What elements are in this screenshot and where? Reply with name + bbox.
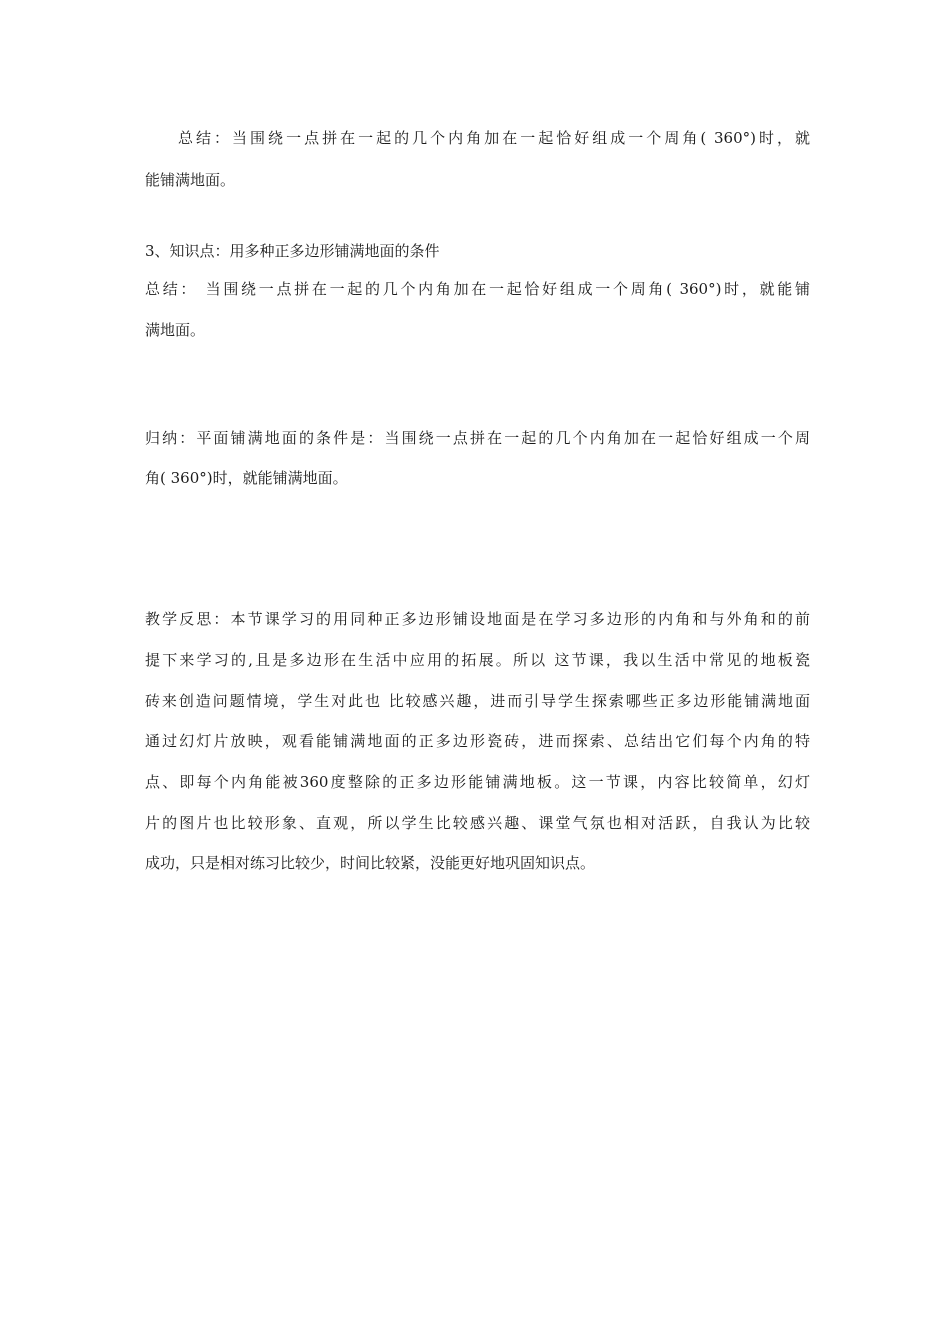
summary-1-line-1: 总结：当围绕一点拼在一起的几个内角加在一起恰好组成一个周角( 360°)时，就 [178,129,810,147]
reflection-line-3: 砖来创造问题情境，学生对此也 比较感兴趣，进而引导学生探索哪些正多边形能铺满地面 [145,692,810,710]
reflection-line-7: 成功，只是相对练习比较少，时间比较紧，没能更好地巩固知识点。 [145,854,596,872]
reflection-line-5: 点、即每个内角能被360度整除的正多边形能铺满地板。这一节课，内容比较简单，幻灯 [145,773,810,791]
summary-2-line-1: 总结： 当围绕一点拼在一起的几个内角加在一起恰好组成一个周角( 360°)时，就能铺 [145,280,810,298]
conclusion-line-2: 角( 360°)时，就能铺满地面。 [145,469,348,487]
reflection-line-6: 片的图片也比较形象、直观，所以学生比较感兴趣、课堂气氛也相对活跃，自我认为比较 [145,814,810,832]
conclusion-line-1: 归纳：平面铺满地面的条件是：当围绕一点拼在一起的几个内角加在一起恰好组成一个周 [145,429,810,447]
reflection-line-1: 教学反思：本节课学习的用同种正多边形铺设地面是在学习多边形的内角和与外角和的前 [145,610,810,628]
section-3-heading: 3、知识点：用多种正多边形铺满地面的条件 [145,242,440,260]
summary-1-line-2: 能铺满地面。 [145,171,236,189]
summary-2-line-2: 满地面。 [145,321,206,339]
reflection-line-4: 通过幻灯片放映，观看能铺满地面的正多边形瓷砖，进而探索、总结出它们每个内角的特 [145,732,810,750]
reflection-line-2: 提下来学习的,且是多边形在生活中应用的拓展。所以 这节课，我以生活中常见的地板瓷 [145,651,810,669]
